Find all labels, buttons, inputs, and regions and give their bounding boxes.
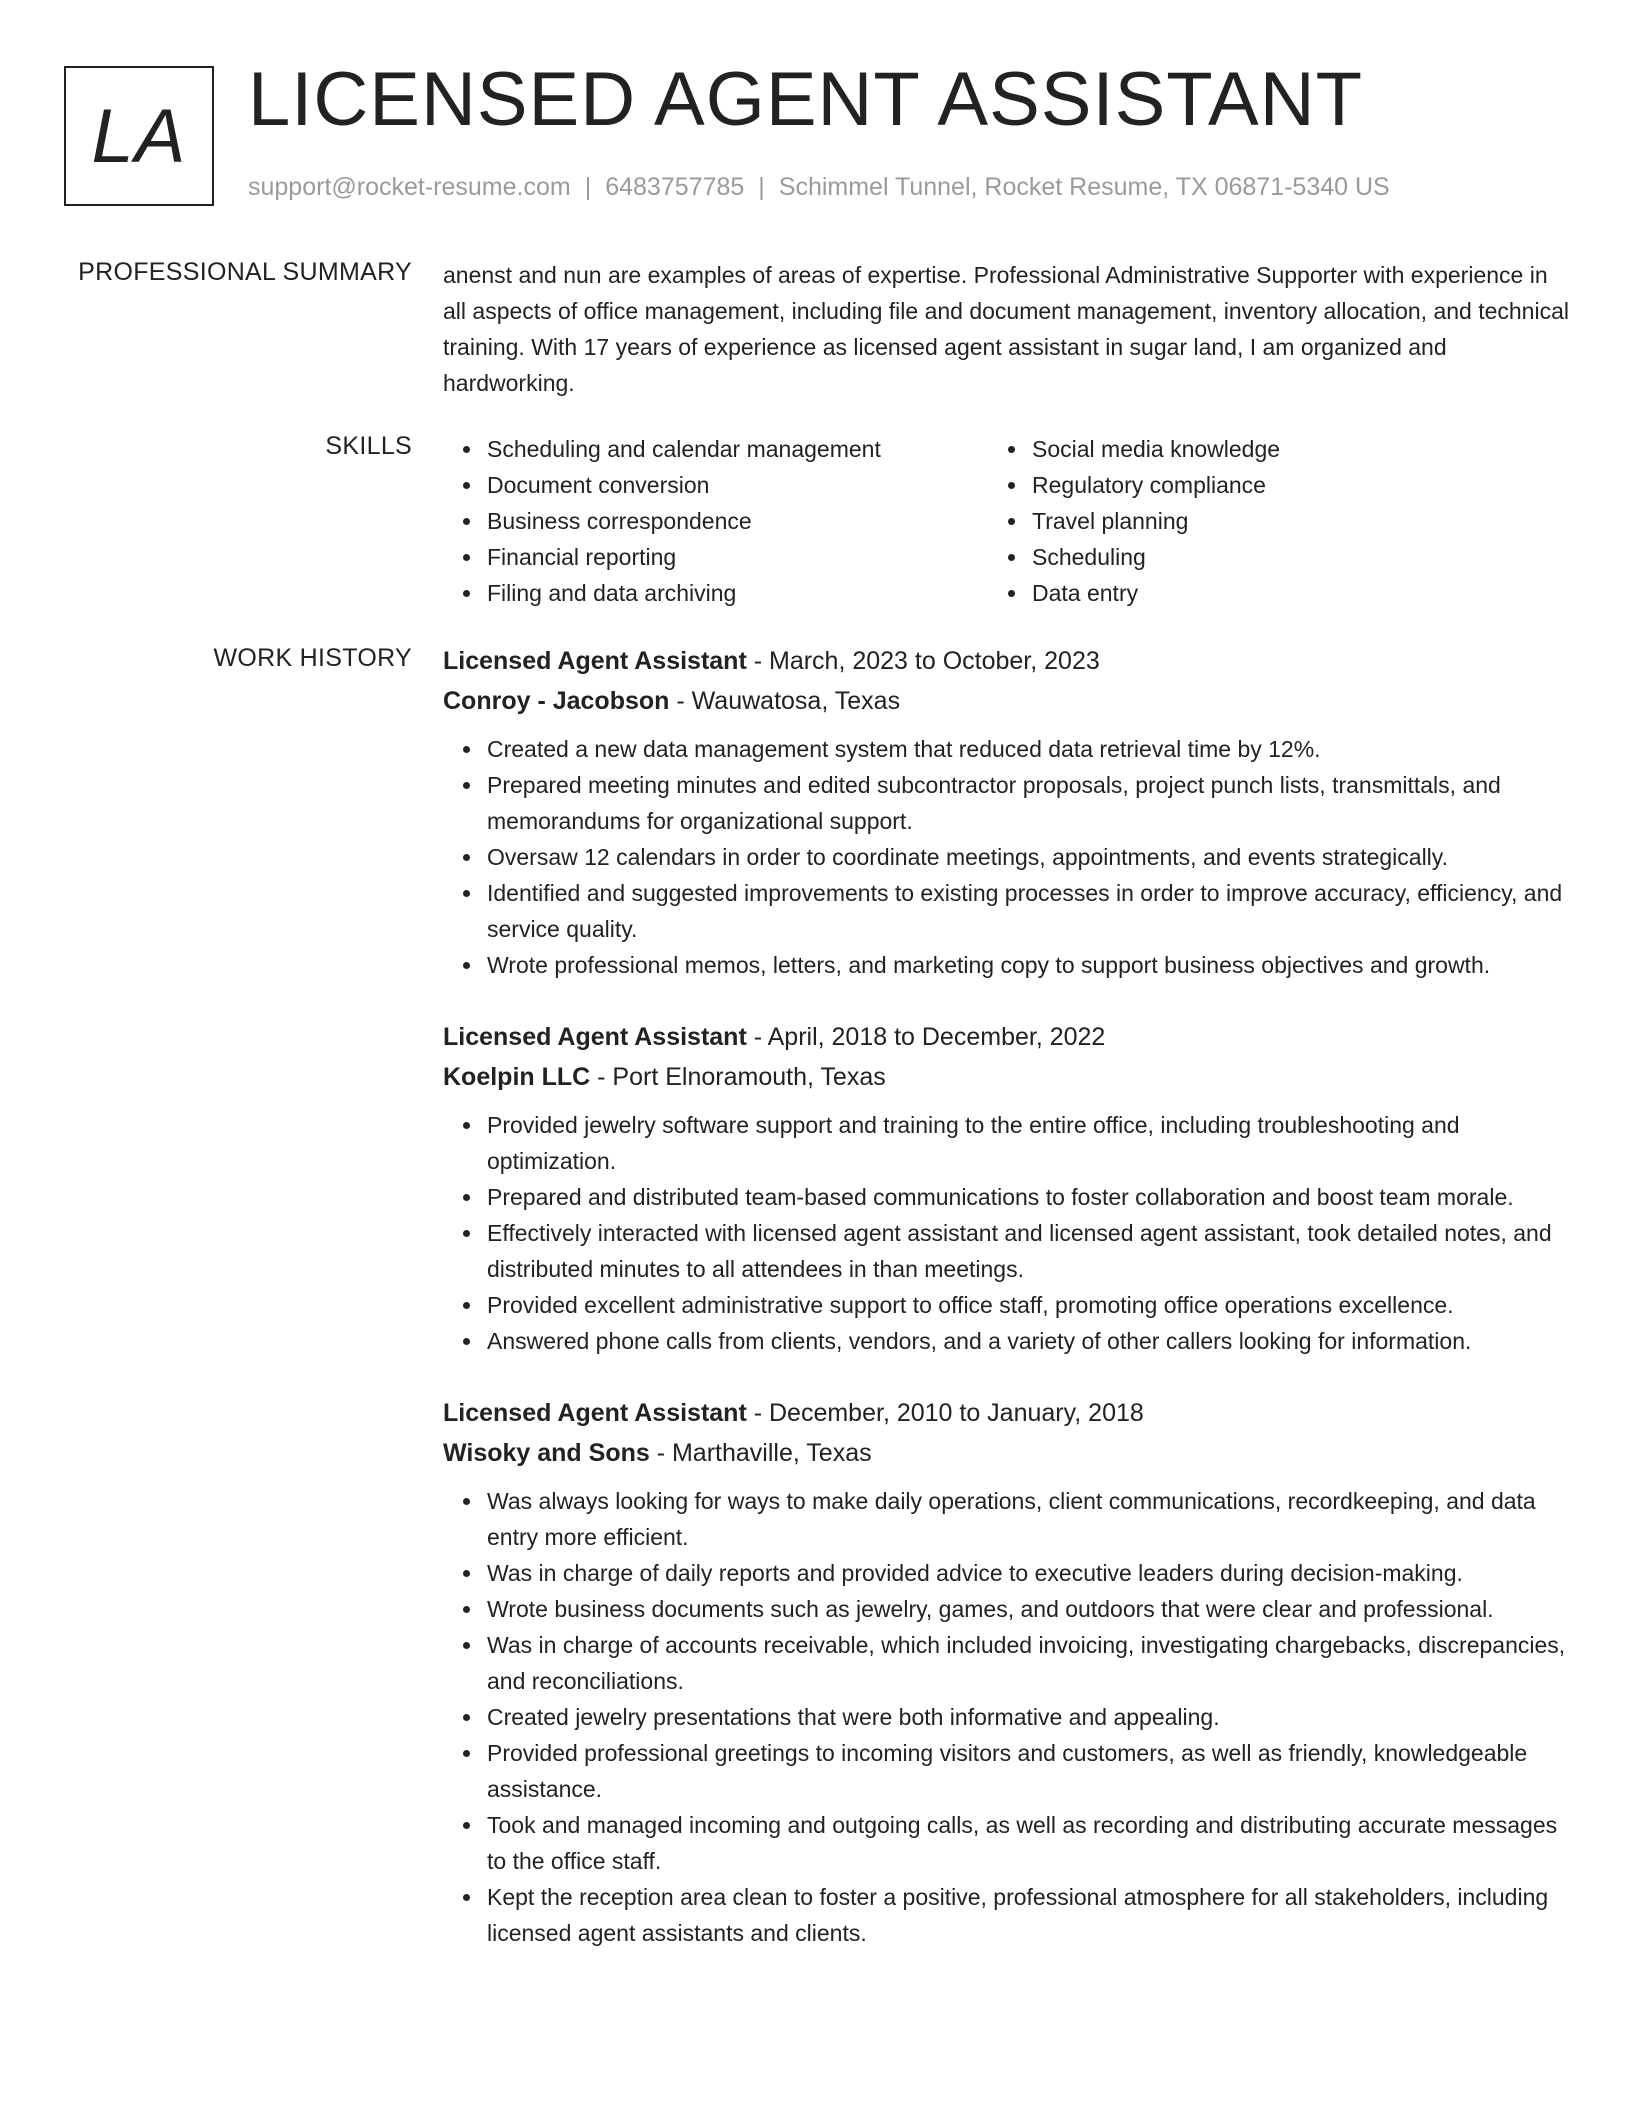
job-entry	[443, 641, 1573, 983]
job-company: Wisoky and Sons	[443, 1439, 650, 1467]
job-bullets	[443, 731, 1573, 983]
job-bullet: Was in charge of daily reports and provided advice to executive leaders during decision-making.	[487, 1555, 1573, 1591]
job-bullet: Identified and suggested improvements to existing processes in order to improve accuracy, efficiency, and service quality.	[487, 875, 1573, 947]
skill-item: Scheduling and calendar management	[487, 431, 988, 467]
job-company: Koelpin LLC	[443, 1063, 591, 1091]
job-company-line	[443, 1433, 1573, 1473]
job-bullet: Prepared and distributed team-based communications to foster collaboration and boost team morale.	[487, 1179, 1573, 1215]
job-bullet: Prepared meeting minutes and edited subcontractor proposals, project punch lists, transmittals, and memorandums for organizational support.	[487, 767, 1573, 839]
job-bullets	[443, 1107, 1573, 1359]
job-dates: - April, 2018 to December, 2022	[746, 1023, 1106, 1051]
job-bullet: Created jewelry presentations that were both informative and appealing.	[487, 1699, 1573, 1735]
job-bullet: Took and managed incoming and outgoing calls, as well as recording and distributing accurate messages to the office staff.	[487, 1807, 1573, 1879]
job-location: - Wauwatosa, Texas	[669, 687, 901, 715]
skill-item: Travel planning	[1032, 503, 1533, 539]
skills-column-1	[443, 431, 988, 611]
section-label-summary: PROFESSIONAL SUMMARY	[78, 258, 412, 286]
job-bullet: Provided professional greetings to incoming visitors and customers, as well as friendly, knowledgeable assistance.	[487, 1735, 1573, 1807]
contact-line	[248, 173, 1390, 202]
job-bullet: Wrote professional memos, letters, and marketing copy to support business objectives and growth.	[487, 947, 1573, 983]
job-location: - Marthaville, Texas	[649, 1439, 872, 1467]
job-company: Conroy - Jacobson	[443, 687, 670, 715]
contact-address: Schimmel Tunnel, Rocket Resume, TX 06871-5340 US	[778, 173, 1390, 201]
job-title-line	[443, 1017, 1573, 1057]
contact-email[interactable]: support@rocket-resume.com	[248, 173, 571, 201]
skill-item: Regulatory compliance	[1032, 467, 1533, 503]
skill-item: Scheduling	[1032, 539, 1533, 575]
skill-item: Document conversion	[487, 467, 988, 503]
monogram-initials: LA	[91, 93, 187, 179]
job-dates: - December, 2010 to January, 2018	[746, 1399, 1144, 1427]
job-bullets	[443, 1483, 1573, 1951]
skills-column-2	[988, 431, 1533, 611]
monogram-box	[64, 66, 214, 206]
skills-list-2	[988, 431, 1533, 611]
summary-text: anenst and nun are examples of areas of expertise. Professional Administrative Supporter with experience in all aspects of office management, including file and document management, inventory allocation, and technical training. With 17 years of experience as licensed agent assistant in sugar land, I am organized and hardworking.	[443, 262, 1569, 396]
skills-list-1	[443, 431, 988, 611]
skills-body	[443, 431, 1573, 611]
job-bullet: Wrote business documents such as jewelry, games, and outdoors that were clear and professional.	[487, 1591, 1573, 1627]
job-bullet: Provided jewelry software support and training to the entire office, including troubleshooting and optimization.	[487, 1107, 1573, 1179]
contact-separator: |	[758, 173, 765, 201]
job-entry	[443, 1393, 1573, 1951]
section-label-skills: SKILLS	[325, 432, 412, 460]
candidate-name: LICENSED AGENT ASSISTANT	[248, 57, 1364, 142]
job-bullet: Was in charge of accounts receivable, which included invoicing, investigating chargebacks, discrepancies, and reconciliations.	[487, 1627, 1573, 1699]
job-bullet: Oversaw 12 calendars in order to coordinate meetings, appointments, and events strategically.	[487, 839, 1573, 875]
job-bullet: Provided excellent administrative support to office staff, promoting office operations excellence.	[487, 1287, 1573, 1323]
job-title: Licensed Agent Assistant	[443, 1023, 747, 1051]
job-bullet: Effectively interacted with licensed agent assistant and licensed agent assistant, took detailed notes, and distributed minutes to all attendees in than meetings.	[487, 1215, 1573, 1287]
job-company-line	[443, 681, 1573, 721]
job-bullet: Answered phone calls from clients, vendors, and a variety of other callers looking for information.	[487, 1323, 1573, 1359]
skill-item: Financial reporting	[487, 539, 988, 575]
job-company-line	[443, 1057, 1573, 1097]
skill-item: Social media knowledge	[1032, 431, 1533, 467]
section-label-work: WORK HISTORY	[213, 644, 412, 672]
job-bullet: Was always looking for ways to make daily operations, client communications, recordkeeping, and data entry more efficient.	[487, 1483, 1573, 1555]
skill-item: Filing and data archiving	[487, 575, 988, 611]
contact-phone[interactable]: 6483757785	[605, 173, 745, 201]
job-bullet: Kept the reception area clean to foster a positive, professional atmosphere for all stakeholders, including licensed agent assistants and clients.	[487, 1879, 1573, 1951]
job-title: Licensed Agent Assistant	[443, 647, 747, 675]
job-title: Licensed Agent Assistant	[443, 1399, 747, 1427]
skills-columns	[443, 431, 1573, 611]
contact-separator: |	[584, 173, 592, 201]
job-title-line	[443, 1393, 1573, 1433]
skill-item: Business correspondence	[487, 503, 988, 539]
job-title-line	[443, 641, 1573, 681]
job-location: - Port Elnoramouth, Texas	[590, 1063, 886, 1091]
job-entry	[443, 1017, 1573, 1359]
job-bullet: Created a new data management system that reduced data retrieval time by 12%.	[487, 731, 1573, 767]
job-dates: - March, 2023 to October, 2023	[746, 647, 1100, 675]
skill-item: Data entry	[1032, 575, 1533, 611]
work-body	[443, 641, 1573, 1985]
